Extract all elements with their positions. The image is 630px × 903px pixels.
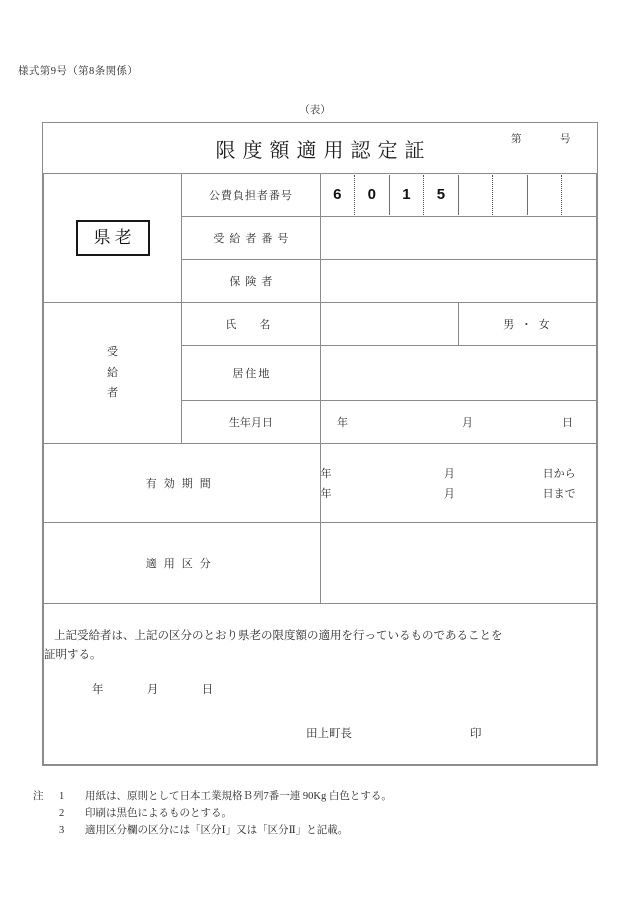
side-marker: （表） <box>299 105 331 116</box>
validity-to-day: 日まで <box>542 488 576 500</box>
title-cell <box>44 123 597 174</box>
validity-from-month: 月 <box>443 468 455 480</box>
document-number-label: 第 号 <box>511 134 585 145</box>
footnote-item <box>33 788 392 805</box>
statement-cell <box>44 604 597 765</box>
digit-row <box>321 175 597 215</box>
footnote-item <box>33 805 392 822</box>
statement-line-1: 上記受給者は、上記の区分のとおり県老の限度額の適用を行っているものであることを <box>54 630 503 643</box>
address-label: 居住地 <box>182 346 320 401</box>
footnotes <box>33 788 392 839</box>
digit-cell[interactable] <box>528 175 563 215</box>
seal-marker: 印 <box>470 727 482 740</box>
public-payer-label: 公費負担者番号 <box>182 174 320 217</box>
digit-cell[interactable]: 5 <box>424 175 459 215</box>
dob-year-unit: 年 <box>337 417 348 429</box>
footnote-item <box>33 822 392 839</box>
recipient-vertical-char: 給 <box>107 366 119 379</box>
validity-row <box>44 444 597 523</box>
certificate-title: 限度額適用認定証 <box>215 139 432 162</box>
validity-to-year: 年 <box>320 488 332 500</box>
statement-date-month: 月 <box>146 683 159 696</box>
footnote-keyword-spacer <box>33 822 59 839</box>
certificate-table <box>42 122 598 766</box>
public-payer-row <box>44 174 597 217</box>
dob-day-unit: 日 <box>562 417 573 429</box>
digit-cell[interactable] <box>562 175 596 215</box>
category-value-field[interactable] <box>320 523 597 604</box>
validity-from-year: 年 <box>320 468 332 480</box>
digit-cell[interactable]: 0 <box>355 175 390 215</box>
digit-cell[interactable] <box>493 175 528 215</box>
footnote-keyword-spacer <box>33 805 59 822</box>
stamp-cell <box>44 174 182 303</box>
public-payer-digit-grid <box>320 174 597 217</box>
recipient-name-row <box>44 303 597 346</box>
title-row <box>44 123 597 174</box>
footnote-text: 適用区分欄の区分には「区分Ⅰ」又は「区分Ⅱ」と記載。 <box>85 825 349 836</box>
dob-value-field[interactable] <box>320 401 597 444</box>
recipient-number-digit-grid <box>320 217 597 260</box>
recipient-vertical-char: 受 <box>107 345 119 358</box>
digit-cell[interactable] <box>459 175 494 215</box>
address-value-field[interactable] <box>320 346 597 401</box>
recipient-vertical-char: 者 <box>107 387 119 400</box>
name-label: 氏 名 <box>182 303 320 346</box>
dob-date-line <box>321 414 597 430</box>
prefecture-elderly-stamp: 県老 <box>76 220 150 256</box>
statement-date-year: 年 <box>92 683 104 696</box>
signature-line <box>44 725 596 741</box>
footnote-text: 用紙は、原則として日本工業規格Ｂ列7番一連 90Kg 白色とする。 <box>85 791 392 802</box>
footnote-index: 3 <box>59 825 65 836</box>
recipient-vertical-label <box>44 303 182 444</box>
footnote-keyword: 注 <box>33 791 44 802</box>
statement-date-line[interactable] <box>44 681 596 697</box>
statement-row <box>44 604 597 765</box>
digit-cell[interactable]: 6 <box>321 175 356 215</box>
dob-month-unit: 月 <box>462 417 473 429</box>
sex-selector[interactable]: 男 ・ 女 <box>458 303 596 346</box>
digit-cell[interactable]: 1 <box>390 175 425 215</box>
validity-label: 有効期間 <box>44 444 321 523</box>
validity-value-field[interactable] <box>320 444 597 523</box>
name-value-field[interactable] <box>320 303 458 346</box>
form-number: 様式第9号（第8条関係） <box>18 66 139 77</box>
validity-from-day: 日から <box>542 468 576 480</box>
validity-to-month: 月 <box>443 488 455 500</box>
category-row <box>44 523 597 604</box>
insurer-label: 保険者 <box>182 260 320 303</box>
recipient-number-label: 受給者番号 <box>182 217 320 260</box>
dob-label: 生年月日 <box>182 401 320 444</box>
validity-from-line <box>321 465 597 481</box>
category-label: 適用区分 <box>44 523 321 604</box>
statement-date-day: 日 <box>201 683 214 696</box>
statement-line-2: 証明する。 <box>44 649 102 661</box>
footnote-index: 2 <box>59 808 65 819</box>
insurer-value-field[interactable] <box>320 260 597 303</box>
footnote-index: 1 <box>59 791 65 802</box>
footnote-text: 印刷は黒色によるものとする。 <box>85 808 232 819</box>
validity-to-line <box>321 485 597 501</box>
issuer-name: 田上町長 <box>306 727 352 740</box>
